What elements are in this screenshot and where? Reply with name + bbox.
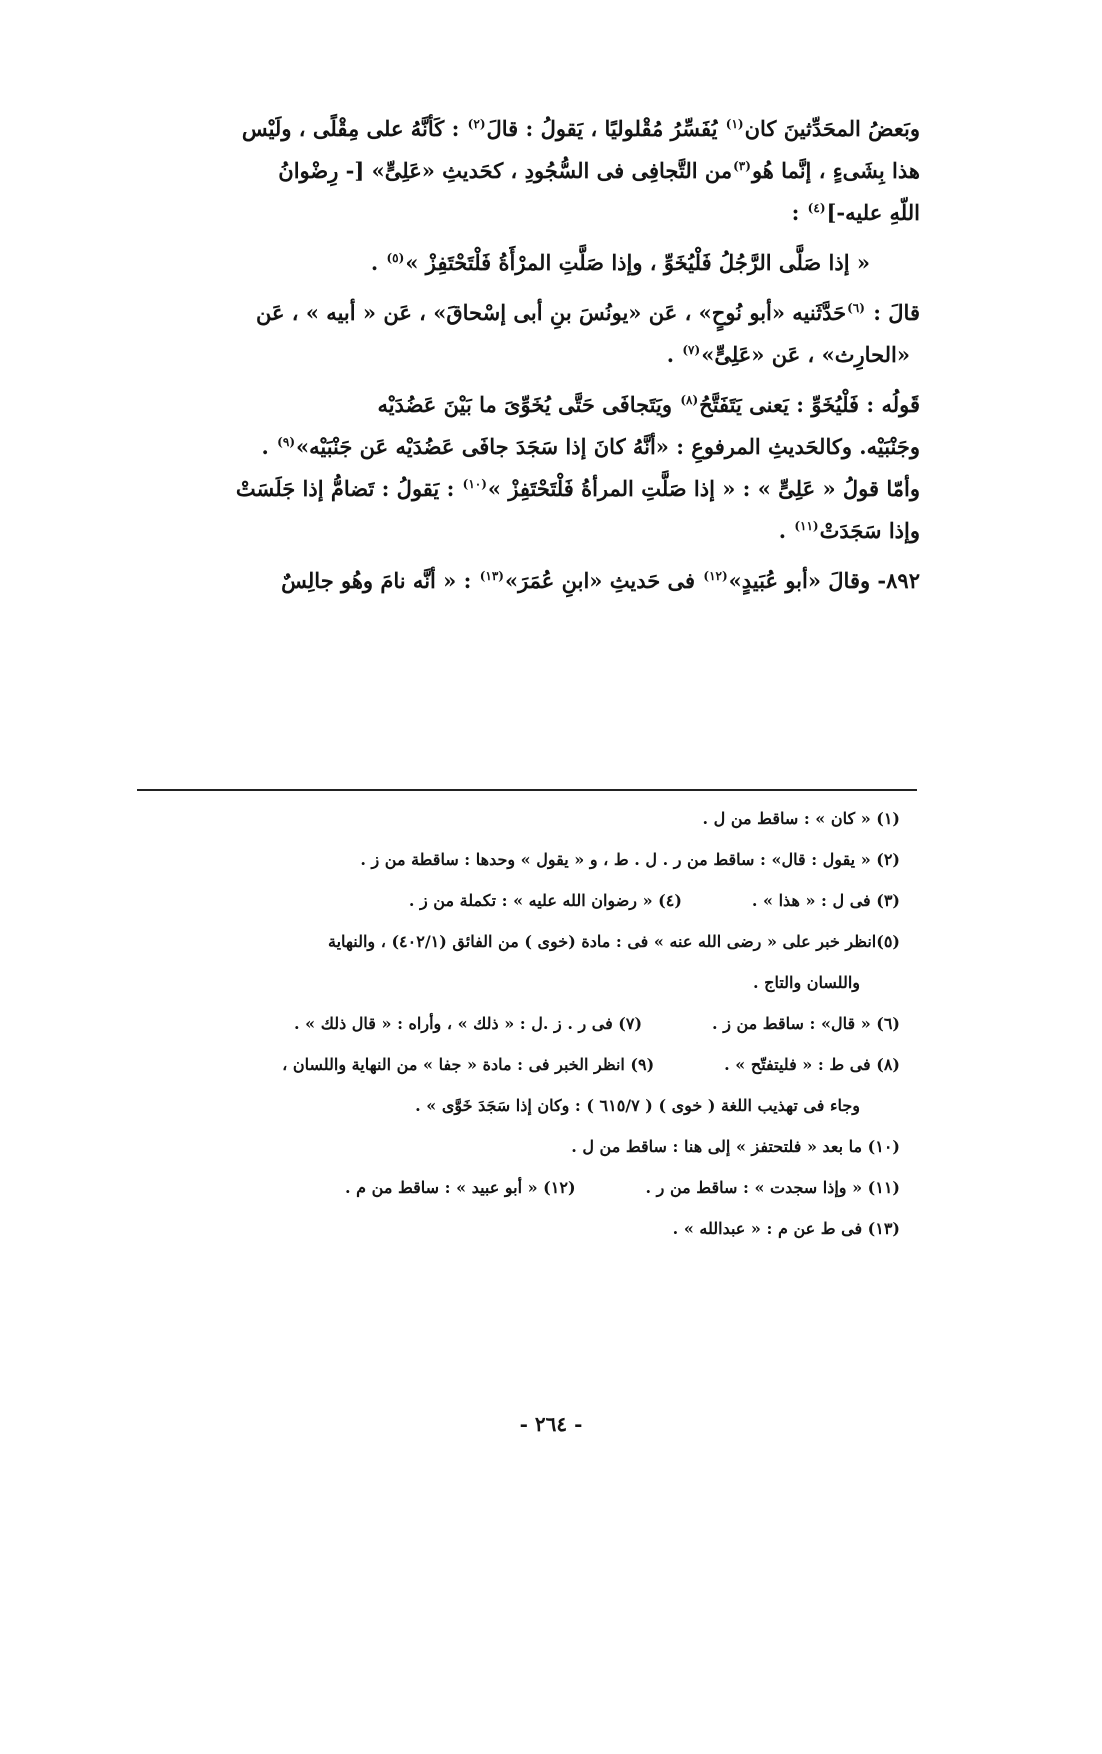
text-line: اللّهِ عليه-]$^{(٤)}$ : bbox=[791, 200, 920, 225]
entry-heading-line: ٨٩٢- وقالَ «أبو عُبَيدٍ»$^{(١٢)}$ فى حَديثِ «ابنِ عُمَرَ»$^{(١٣)}$ : « أنَّه نامَ وهُو جالِسٌ bbox=[281, 568, 920, 593]
text-line: وجَنْبَيْه. وكالحَديثِ المرفوعِ : «أنَّهُ كانَ إذا سَجَدَ جافَى عَضُدَيْه عَن جَنْبَيْه»$^{(٩)}$ . bbox=[261, 434, 920, 459]
footnote: (٦) « قال» : ساقط من ز . bbox=[712, 1014, 900, 1033]
footnote: وجاء فى تهذيب اللغة ( خوى ) ( ٦١٥/٧ ) : وكان إذا سَجَدَ خَوَّى » . bbox=[415, 1096, 860, 1115]
footnote-ref: (٨) bbox=[680, 393, 699, 407]
footnote: (١٣) فى ط عن م : « عبدالله » . bbox=[672, 1219, 900, 1238]
footnote-ref: (٧) bbox=[682, 343, 701, 357]
footnote: (١) « كان » : ساقط من ل . bbox=[702, 809, 900, 828]
footnote-ref: (١١) bbox=[794, 519, 819, 533]
footnote-ref: (٥) bbox=[386, 251, 405, 265]
footnote-ref: (٦) bbox=[847, 301, 865, 315]
text-line: وبَعضُ المحَدِّثينَ كان$^{(١)}$ يُفَسِّرُ مُقْلوليًا ، يَقولُ : قالَ$^{(٢)}$ : كَأنَّهُ على مِقْلًى ، ولَيْس bbox=[241, 116, 920, 141]
footnote-line bbox=[140, 921, 900, 962]
text-line: قَولُه : فَلْيُخَوِّ : يَعنى يَتَفَتَّحُ$^{(٨)}$ ويَتَجافَى حَتَّى يُخَوِّىَ ما بَيْنَ عَضُدَيْه bbox=[377, 392, 920, 417]
text-line: «الحارِث» ، عَن «عَلِىٍّ»$^{(٧)}$ . bbox=[666, 342, 910, 367]
footnote-line bbox=[140, 1003, 900, 1044]
main-text bbox=[128, 108, 920, 602]
footnote: (١٠) ما بعد « فلتحتفز » إلى هنا : ساقط من ل . bbox=[571, 1137, 900, 1156]
footnote-line bbox=[140, 1044, 900, 1085]
footnote: واللسان والتاج . bbox=[752, 973, 860, 992]
footnote: (٨) فى ط : « فليتفتّح » . bbox=[724, 1055, 900, 1074]
footnote: (٤) « رضوان الله عليه » : تكملة من ز . bbox=[408, 891, 682, 910]
footnote: (٥)انظر خبر على « رضى الله عنه » فى : مادة (خوى ) من الفائق (٤٠٢/١) ، والنهاية bbox=[328, 932, 900, 951]
footnote: (٩) انظر الخبر فى : مادة « جفا » من النهاية واللسان ، bbox=[282, 1055, 655, 1074]
text-line: وإذا سَجَدَتْ$^{(١١)}$ . bbox=[778, 518, 920, 543]
text-line: هذا بِشَىءٍ ، إنَّما هُو$^{(٣)}$من التَّجافِى فى السُّجُودِ ، كحَديثِ «عَلِىٍّ» [- رِضْوانُ bbox=[278, 158, 920, 183]
footnote-line bbox=[140, 1126, 900, 1167]
footnote-line bbox=[140, 1167, 900, 1208]
footnote-ref: (١٠) bbox=[462, 477, 487, 491]
footnote-divider bbox=[137, 789, 917, 791]
footnote-ref: (٤) bbox=[807, 201, 826, 215]
page-number: - ٢٦٤ - bbox=[519, 1412, 583, 1436]
footnote-line bbox=[140, 1208, 900, 1249]
quoted-hadith: « إذا صَلَّى الرَّجُلُ فَلْيُخَوِّ ، وإذا صَلَّتِ المرْأَةُ فَلْتَحْتَفِزْ »$^{(٥)}$ . bbox=[370, 250, 870, 275]
footnote-ref: (٩) bbox=[277, 435, 295, 449]
footnote-continuation bbox=[140, 1085, 900, 1126]
footnote-ref: (١٢) bbox=[703, 569, 728, 583]
footnote: (٧) فى ر . ز .ل : « ذلك » ، وأراه : « قال ذلك » . bbox=[294, 1014, 643, 1033]
footnote-line bbox=[140, 798, 900, 839]
text-line: وأمّا قولُ « عَلِىٍّ » : « إذا صَلَّتِ المرأةُ فَلْتَحْتَفِزْ »$^{(١٠)}$ : يَقولُ : تَضامُّ إذا جَلَسَتْ bbox=[235, 476, 920, 501]
footnote: (١١) « وإذا سجدت » : ساقط من ر . bbox=[645, 1178, 900, 1197]
footnote: (٢) « يقول : قال» : ساقط من ر . ل . ط ، و « يقول » وحدها : ساقطة من ز . bbox=[360, 850, 900, 869]
footnote-ref: (٣) bbox=[733, 159, 751, 173]
footnote-line bbox=[140, 880, 900, 921]
footnote: (٣) فى ل : « هذا » . bbox=[751, 891, 900, 910]
text-line: قالَ : $^{(٦)}$حَدَّثَنيه «أبو نُوحٍ» ، عَن «يونُسَ بنِ أبى إسْحاقَ» ، عَن « أبيه » ، عَن bbox=[255, 300, 920, 325]
footnotes bbox=[140, 798, 900, 1249]
footnote: (١٢) « أبو عبيد » : ساقط من م . bbox=[345, 1178, 576, 1197]
footnote-line bbox=[140, 839, 900, 880]
footnote-ref: (١٣) bbox=[479, 569, 504, 583]
footnote-ref: (٢) bbox=[467, 117, 486, 131]
footnote-ref: (١) bbox=[725, 117, 744, 131]
footnote-continuation bbox=[140, 962, 900, 1003]
